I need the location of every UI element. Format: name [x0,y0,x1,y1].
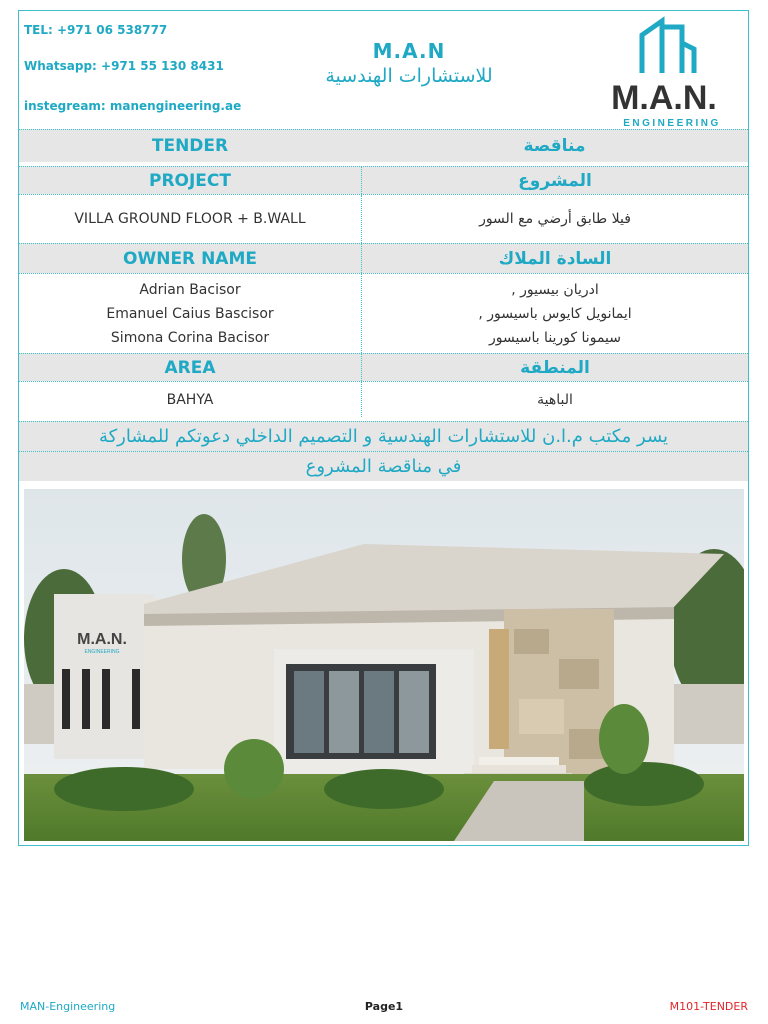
footer-page-number: Page1 [364,1000,404,1013]
area-value-en: BAHYA [166,391,214,408]
area-value-row [19,381,748,417]
logo-building-icon [642,21,662,73]
render-sign-subtext: ENGINEERING [84,649,120,655]
owner-names-ar [361,274,748,353]
invitation-line-2: في مناقصة المشروع [305,456,462,477]
owner-label-en-cell [19,244,361,273]
project-label-ar-cell [361,167,748,194]
owner-label-row [19,243,748,273]
project-value-en: VILLA GROUND FLOOR + B.WALL [74,211,306,227]
brand-block [289,39,529,87]
footer-left: MAN-Engineering [20,1000,116,1013]
owner-name-ar: سيمونا كورينا باسيسور [489,329,621,346]
project-value-ar-cell [361,195,748,243]
header [19,11,748,129]
contact-instagram: instegream: manengineering.ae [24,99,242,113]
area-label-en-cell [19,354,361,381]
owner-label-ar: السادة الملاك [498,248,612,269]
render-sign-text: M.A.N. [77,631,127,648]
project-value-row [19,194,748,243]
invitation-line-1-cell [19,422,748,451]
project-label-row [19,166,748,194]
area-value-en-cell [19,382,361,417]
brand-name-en: M.A.N [372,39,446,63]
project-value-ar: فيلا طابق أرضي مع السور [479,211,631,227]
owner-label-ar-cell [361,244,748,273]
invitation-row-2 [19,451,748,481]
invitation-row-1 [19,421,748,451]
project-label-en: PROJECT [148,170,231,191]
owner-names-en [19,274,361,353]
contact-tel: TEL: +971 06 538777 [24,23,168,37]
tender-label-ar-cell [361,130,748,162]
owner-name-ar: ايمانويل كايوس باسيسور , [478,305,632,322]
area-label-ar-cell [361,354,748,381]
project-label-ar: المشروع [518,170,592,191]
area-value-ar-cell [361,382,748,417]
project-value-en-cell [19,195,361,243]
tender-row [19,129,748,162]
area-value-ar: الباهية [537,391,573,408]
brand-name-ar: للاستشارات الهندسية [325,65,493,87]
area-label-row [19,353,748,381]
owner-names-row [19,273,748,353]
footer-right: M101-TENDER [669,1000,748,1013]
tender-sheet [18,10,749,846]
project-label-en-cell [19,167,361,194]
man-engineering-logo [584,13,744,129]
tender-label-ar: مناقصة [523,136,586,156]
owner-name-ar: ادريان بيسيور , [511,281,599,298]
logo-subtext: ENGINEERING [623,118,721,129]
tender-label-en-cell [19,130,361,162]
villa-render-image [24,489,744,841]
owner-name-en: Adrian Bacisor [139,281,241,298]
owner-label-en: OWNER NAME [123,248,257,269]
tender-label-en: TENDER [151,136,229,156]
area-label-ar: المنطقة [520,357,590,378]
invitation-line-1: يسر مكتب م.ا.ن للاستشارات الهندسية و التصميم الداخلي دعوتكم للمشاركة [98,426,669,447]
contact-whatsapp: Whatsapp: +971 55 130 8431 [24,59,224,73]
owner-name-en: Simona Corina Bacisor [110,329,270,346]
owner-name-en: Emanuel Caius Bascisor [106,305,274,322]
invitation-line-2-cell [19,452,748,481]
area-label-en: AREA [164,357,216,378]
logo-text: M.A.N. [611,79,717,117]
